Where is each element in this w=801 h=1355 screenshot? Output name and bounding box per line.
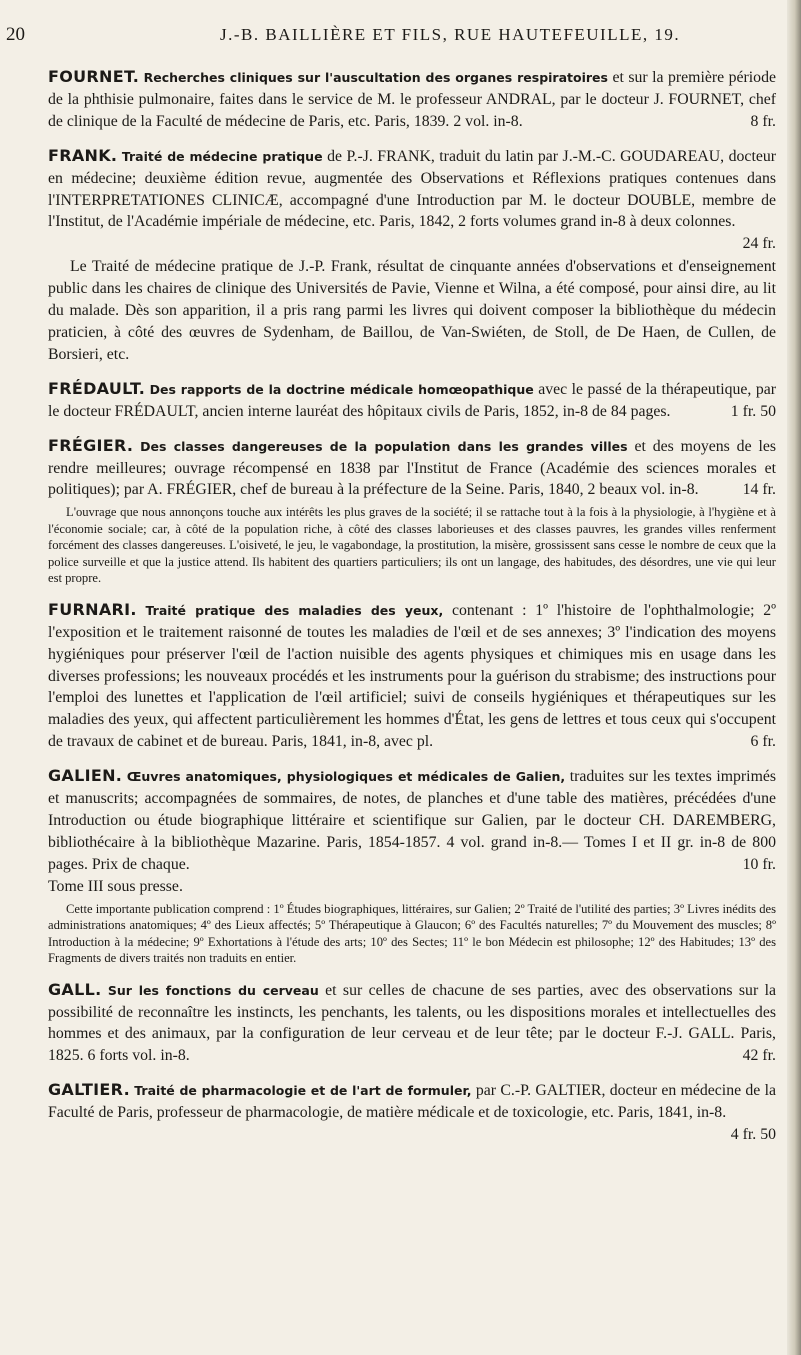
entry-furnari <box>48 599 776 753</box>
entry-author: FRÉGIER. <box>48 435 134 455</box>
book-edge-shadow <box>787 0 801 1355</box>
entry-title: Des rapports de la doctrine médicale homœopathique <box>149 381 534 397</box>
entry-title: Œuvres anatomiques, physiologiques et médicales de Galien, <box>126 769 566 785</box>
page-number: 20 <box>6 24 25 45</box>
entry-title: Traité pratique des maladies des yeux, <box>145 602 444 618</box>
entry-price: 8 fr. <box>750 112 776 130</box>
entry-fournet <box>48 66 776 133</box>
entry-author: GALIEN. <box>48 766 123 786</box>
entry-author: FURNARI. <box>48 599 137 619</box>
entry-fregier <box>48 435 776 587</box>
entry-price: 6 fr. <box>750 733 776 751</box>
entry-author: FRÉDAULT. <box>48 378 146 398</box>
entry-title: Recherches cliniques sur l'auscultation des organes respiratoires <box>143 70 608 85</box>
entry-note: Cette importante publication comprend : 1º Études biographiques, littéraires, sur Galien; 2º Traité de l'utilité des parties; 3º Livres inédits des administrations anatomiques; 4º des Lieux affectés; 5º Thérapeutique à Glaucon; 6º des Facultés naturelles; 7º du Mouvement des muscles; 8º Introduction à la médecine; 9º Exhortations à l'étude des arts; 10º des Sectes; 11º le bon Médecin est philosophe; 12º des Habitudes; 13º des Fragments de divers traités non traduits en entier. <box>48 901 776 966</box>
entry-body: par C.-P. GALTIER, docteur en médecine de la Faculté de Paris, professeur de pharmacologie, de matière médicale et de toxicologie, etc. Paris, 1841, in-8. <box>48 1082 777 1122</box>
entry-body: et des moyens de les rendre meilleures; ouvrage récompensé en 1838 par l'Institut de France (Académie des sciences morales et politiques); par A. FRÉGIER, chef de bureau à la préfecture de la Seine. Paris, 1840, 2 beaux vol. in-8. <box>48 437 776 499</box>
entry-fredault <box>48 378 776 423</box>
entry-title: Traité de pharmacologie et de l'art de formuler, <box>134 1083 472 1099</box>
entry-body: et sur celles de chacune de ses parties, avec des observations sur la possibilité de reconnaître les instincts, les penchants, les talents, ou les dispositions morales et intellectuelles des hommes et des animaux, par la configuration de leur cerveau et de leur tête; par le docteur F.-J. GALL. Paris, 1825. 6 forts vol. in-8. <box>48 981 777 1065</box>
entry-description: Le Traité de médecine pratique de J.-P. Frank, résultat de cinquante années d'observations et d'enseignement public dans les chaires de clinique des Universités de Pavie, Vienne et Wilna, a été composé, pour ainsi dire, au lit du malade. Dès son apparition, il a pris rang parmi les livres qui doivent composer la bibliothèque du médecin praticien, à côté des œuvres de Sydenham, de Baillou, de Van-Swiéten, de Stoll, de De Haen, de Cullen, de Borsieri, etc. <box>48 258 776 363</box>
entry-author: GALL. <box>48 979 102 999</box>
entry-price: 10 fr. <box>742 855 776 873</box>
page-header <box>0 16 801 50</box>
entry-body: de P.-J. FRANK, traduit du latin par J.-M.-C. GOUDAREAU, docteur en médecine; deuxième édition revue, augmentée des Observations et Réflexions pratiques contenues dans l'INTERPRETATIONES CLINICÆ, accompagné d'une Introduction par M. le docteur DOUBLE, membre de l'Institut, de l'Académie impériale de médecine, etc. Paris, 1842, 2 forts volumes grand in-8 à deux colonnes. <box>48 147 776 231</box>
entry-price: 24 fr. <box>742 235 776 253</box>
entry-author: GALTIER. <box>48 1080 130 1100</box>
entry-body: avec le passé de la thérapeutique, par le docteur FRÉDAULT, ancien interne lauréat des hôpitaux civils de Paris, 1852, in-8 de 84 pages. <box>48 380 777 420</box>
entry-title: Traité de médecine pratique <box>121 148 323 164</box>
entry-price: 4 fr. 50 <box>730 1126 776 1144</box>
running-head: J.-B. BAILLIÈRE ET FILS, RUE HAUTEFEUILLE, 19. <box>220 25 681 44</box>
entry-extra: Tome III sous presse. <box>48 877 183 895</box>
entry-body: contenant : 1º l'histoire de l'ophthalmologie; 2º l'exposition et le traitement raisonné de toutes les maladies de l'œil et de ses annexes; 3º l'indication des moyens hygiéniques pour préserver l'œil de l'action nuisible des agents physiques et chimiques mis en usage dans les diverses professions; les nouveaux procédés et les instruments pour la guérison du strabisme; des instructions pour l'emploi des lunettes et l'application de l'œil artificiel; suivi de conseils hygiéniques et thérapeutiques sur les maladies des yeux, qui affectent particulièrement les hommes d'État, les gens de lettres et tous ceux qui s'occupent de travaux de cabinet et de bureau. Paris, 1841, in-8, avec pl. <box>48 601 777 751</box>
entry-galtier <box>48 1079 776 1146</box>
entry-price: 14 fr. <box>742 481 776 499</box>
entry-note: L'ouvrage que nous annonçons touche aux intérêts les plus graves de la société; il se rattache tout à la fois à la physiologie, à l'hygiène et à l'économie sociale; car, à côté de la population riche, à côté des classes laborieuses et des classes pauvres, les grandes villes renferment forcément des classes dangereuses. L'oisiveté, le jeu, le vagabondage, la prostitution, la misère, grossissent sans cesse le nombre de ceux que la police surveille et que la justice attend. Ils habitent des quartiers particuliers; ils ont un langage, des habitudes, des désordres, une vie qui leur est propre. <box>48 505 776 586</box>
entry-price: 1 fr. 50 <box>730 402 776 420</box>
entry-title: Des classes dangereuses de la population dans les grandes villes <box>140 438 628 454</box>
entry-title: Sur les fonctions du cerveau <box>107 982 319 998</box>
entry-frank <box>48 145 776 366</box>
entry-body: et sur la première période de la phthisie pulmonaire, faites dans le service de M. le professeur ANDRAL, par le docteur J. FOURNET, chef de clinique de la Faculté de médecine de Paris, etc. Paris, 1839. 2 vol. in-8. <box>48 69 776 130</box>
entry-body: traduites sur les textes imprimés et manuscrits; accompagnées de sommaires, de notes, de planches et d'une table des matières, précédées d'une Introduction ou étude biographique littéraire et scientifique sur Galien, par le docteur CH. DAREMBERG, bibliothécaire à la bibliothèque Mazarine. Paris, 1854-1857. 4 vol. grand in-8.— Tomes I et II gr. in-8 de 800 pages. Prix de chaque. <box>48 768 777 873</box>
entry-author: FRANK. <box>48 145 118 165</box>
entry-gall <box>48 979 776 1068</box>
catalogue-entries <box>48 66 776 1158</box>
entry-author: FOURNET. <box>48 67 140 86</box>
entry-galien <box>48 765 776 966</box>
entry-price: 42 fr. <box>742 1047 776 1065</box>
